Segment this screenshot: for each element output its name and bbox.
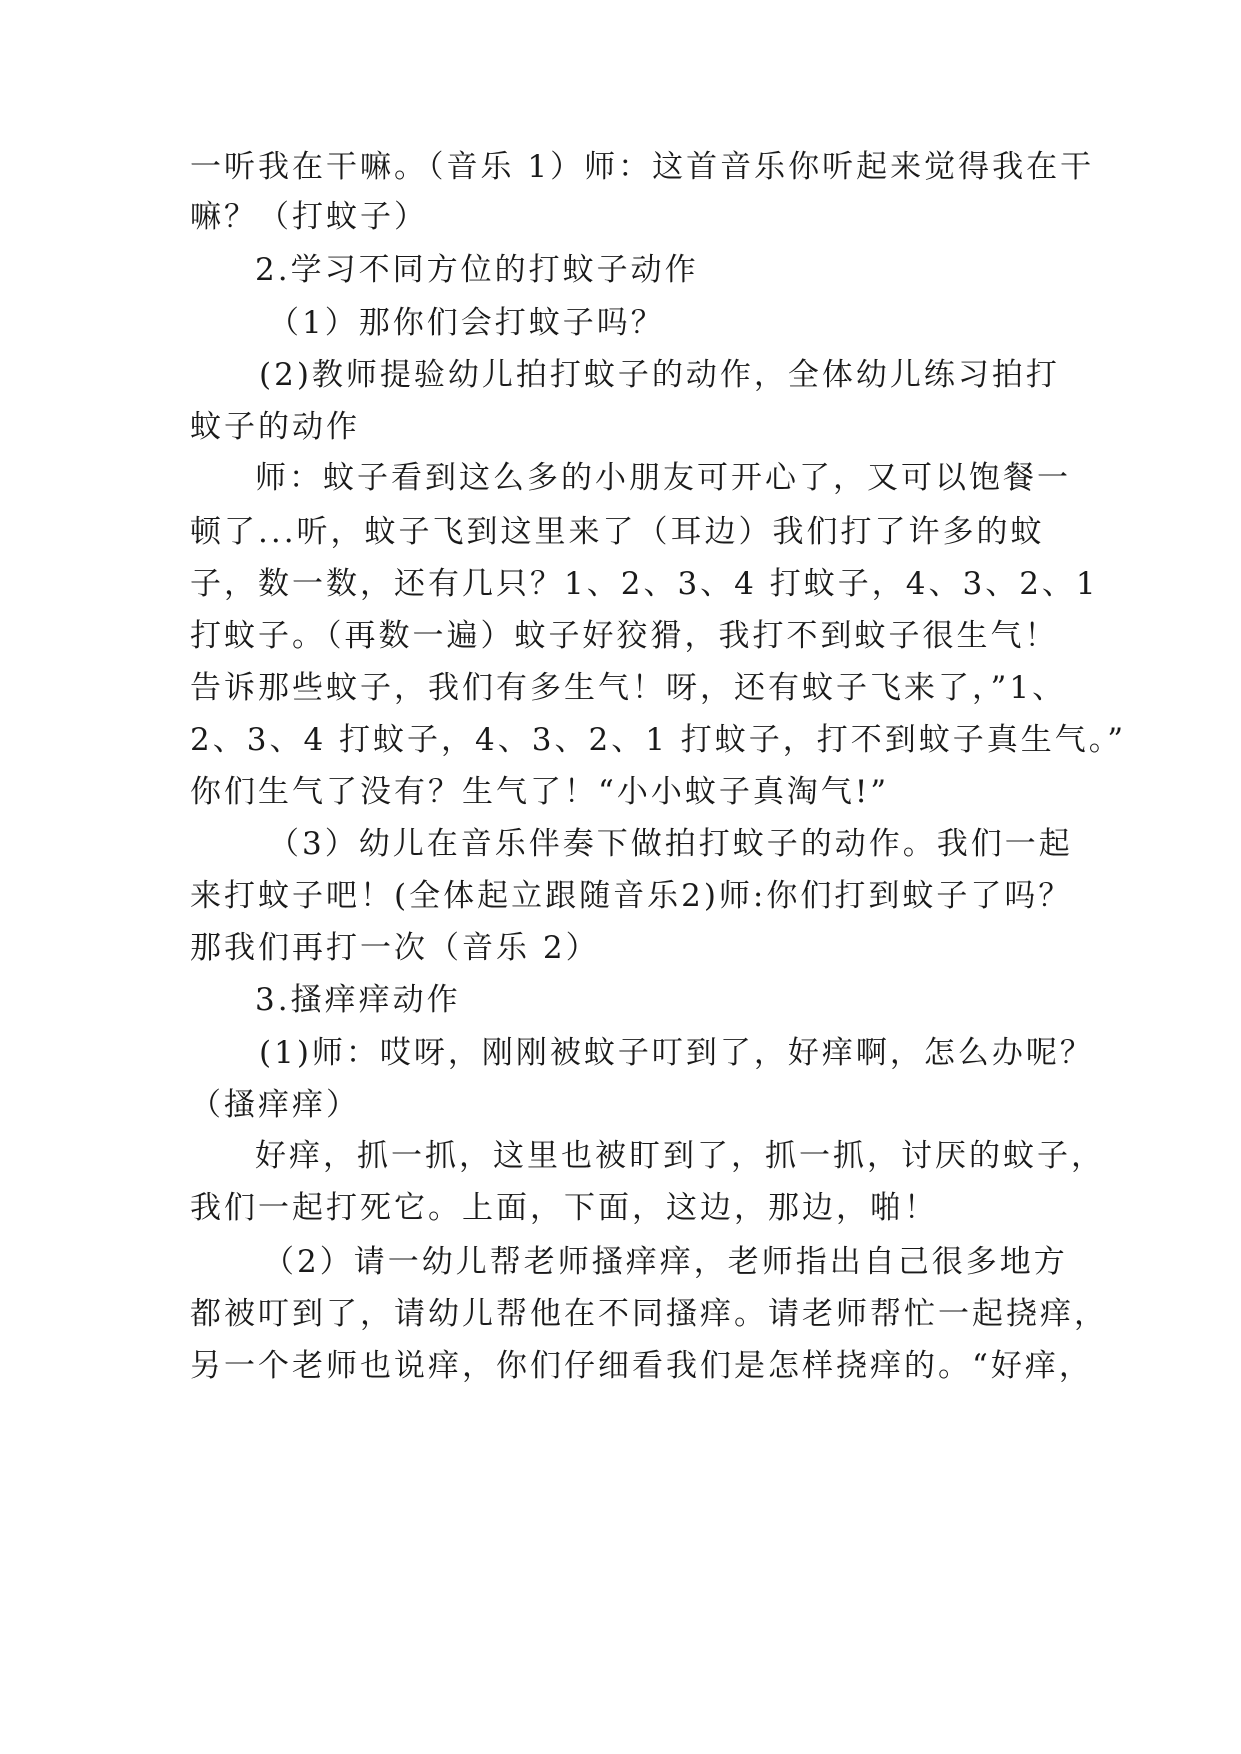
text-line: 你们生气了没有？生气了！“小小蚊子真淘气!” [190,774,890,810]
text-line: 一听我在干嘛。（音乐 1）师：这首音乐你听起来觉得我在干 [190,149,1095,185]
text-line: 那我们再打一次（音乐 2） [190,930,600,966]
text-line: (1)师：哎呀，刚刚被蚊子叮到了，好痒啊，怎么办呢？ [259,1035,1094,1071]
text-line: 好痒，抓一抓，这里也被盯到了，抓一抓，讨厌的蚊子， [255,1138,1105,1174]
text-line: 都被叮到了，请幼儿帮他在不同搔痒。请老师帮忙一起挠痒， [190,1296,1108,1332]
text-line: (2)教师提验幼儿拍打蚊子的动作，全体幼儿练习拍打 [259,357,1060,393]
text-line: 嘛？（打蚊子） [190,199,428,235]
section-heading: 3.搔痒痒动作 [255,982,461,1018]
text-line: （搔痒痒） [190,1087,360,1123]
text-line: 2、3、4 打蚊子，4、3、2、1 打蚊子，打不到蚊子真生气。” [190,722,1127,758]
text-line: 告诉那些蚊子，我们有多生气！呀，还有蚊子飞来了，”1、 [190,670,1067,706]
text-line: （3）幼儿在音乐伴奏下做拍打蚊子的动作。我们一起 [268,826,1073,862]
text-line: 蚊子的动作 [190,409,360,445]
text-line: 师：蚊子看到这么多的小朋友可开心了，又可以饱餐一 [255,460,1071,496]
text-line: 顿了...听，蚊子飞到这里来了（耳边）我们打了许多的蚊 [190,514,1045,550]
section-heading: 2.学习不同方位的打蚊子动作 [255,252,699,288]
text-line: （1）那你们会打蚊子吗？ [268,305,665,341]
text-line: 另一个老师也说痒，你们仔细看我们是怎样挠痒的。“好痒， [190,1348,1093,1384]
text-line: （2）请一幼儿帮老师搔痒痒，老师指出自己很多地方 [263,1244,1068,1280]
text-line: 打蚊子。（再数一遍）蚊子好狡猾，我打不到蚊子很生气！ [190,618,1059,654]
text-line: 来打蚊子吧！(全体起立跟随音乐2)师:你们打到蚊子了吗？ [190,878,1073,914]
text-line: 子，数一数，还有几只？1、2、3、4 打蚊子，4、3、2、1 [190,566,1099,602]
text-line: 我们一起打死它。上面，下面，这边，那边，啪！ [190,1190,938,1226]
